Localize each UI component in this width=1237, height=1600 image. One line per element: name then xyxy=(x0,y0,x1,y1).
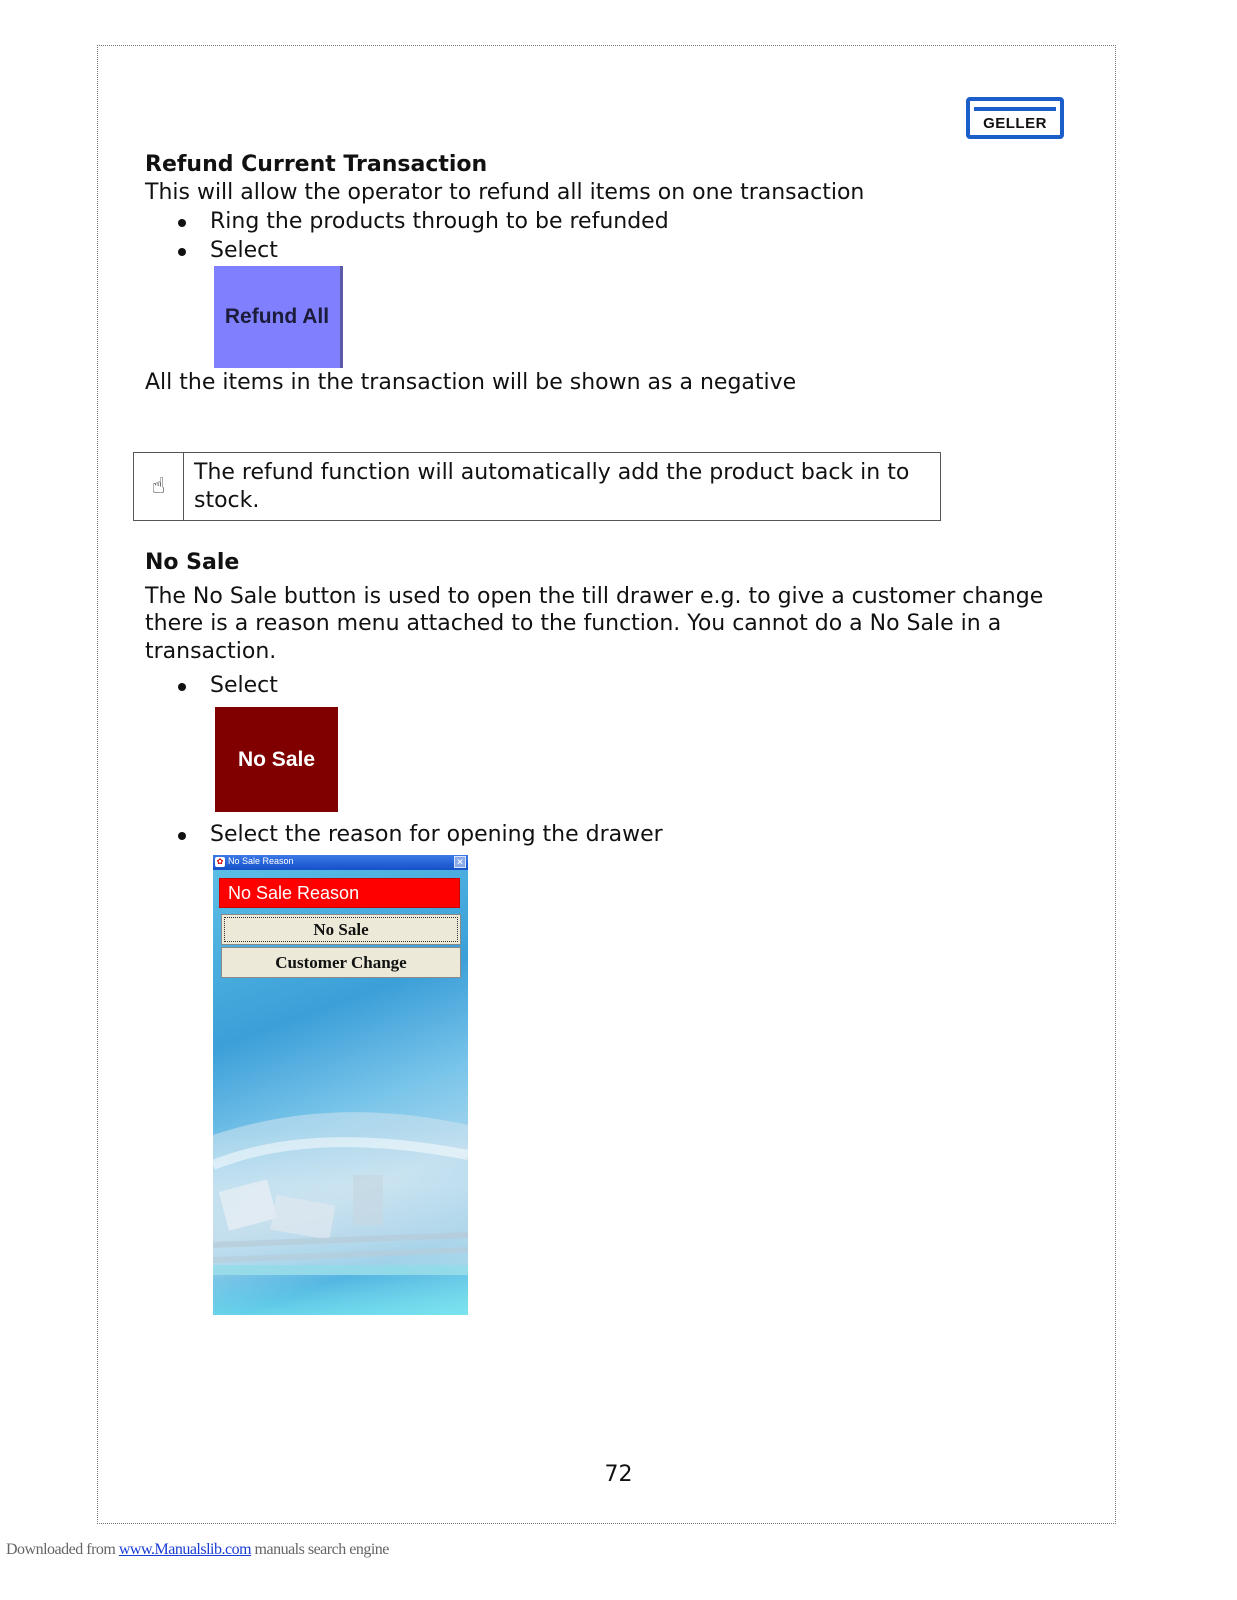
background-illustration xyxy=(213,1105,468,1275)
reason-option-no-sale[interactable]: No Sale xyxy=(221,914,461,945)
bullet-icon xyxy=(178,683,186,691)
pointing-hand-icon: ☝ xyxy=(134,453,184,520)
footer-prefix: Downloaded from xyxy=(6,1541,119,1558)
bullet-label: Select xyxy=(210,238,278,263)
dialog-titlebar xyxy=(213,855,468,870)
geller-logo xyxy=(966,97,1064,139)
no-sale-reason-dialog xyxy=(213,855,468,1315)
refund-heading: Refund Current Transaction xyxy=(145,152,488,177)
no-sale-button[interactable]: No Sale xyxy=(215,707,338,812)
manualslib-link[interactable]: www.Manualslib.com xyxy=(118,1541,252,1558)
refund-intro: This will allow the operator to refund all items on one transaction xyxy=(145,180,865,205)
footer-suffix: manuals search engine xyxy=(251,1541,389,1558)
refund-after-text: All the items in the transaction will be shown as a negative xyxy=(145,370,797,395)
no-sale-heading: No Sale xyxy=(145,550,240,575)
footer xyxy=(6,1541,389,1559)
note-text: The refund function will automatically add the product back in to stock. xyxy=(194,460,910,513)
logo-text: GELLER xyxy=(983,115,1047,132)
no-sale-paragraph-line: transaction. xyxy=(145,639,277,664)
close-icon[interactable]: ✕ xyxy=(454,856,466,868)
reason-option-customer-change[interactable]: Customer Change xyxy=(221,947,461,978)
refund-all-button[interactable]: Refund All xyxy=(214,266,343,368)
bullet-label: Select xyxy=(210,673,278,698)
no-sale-paragraph-line: there is a reason menu attached to the function. You cannot do a No Sale in a xyxy=(145,611,1002,636)
dialog-window-title: No Sale Reason xyxy=(228,856,294,866)
bullet-label: Ring the products through to be refunded xyxy=(210,209,669,234)
no-sale-paragraph-line: The No Sale button is used to open the till drawer e.g. to give a customer change xyxy=(145,584,1044,609)
page-number: 72 xyxy=(604,1462,633,1487)
app-icon: ✿ xyxy=(216,857,224,866)
bullet-icon xyxy=(178,219,186,227)
bullet-icon xyxy=(178,832,186,840)
bullet-label: Select the reason for opening the drawer xyxy=(210,822,663,847)
note-box xyxy=(133,452,941,521)
bullet-icon xyxy=(178,248,186,256)
reason-header: No Sale Reason xyxy=(219,878,460,908)
